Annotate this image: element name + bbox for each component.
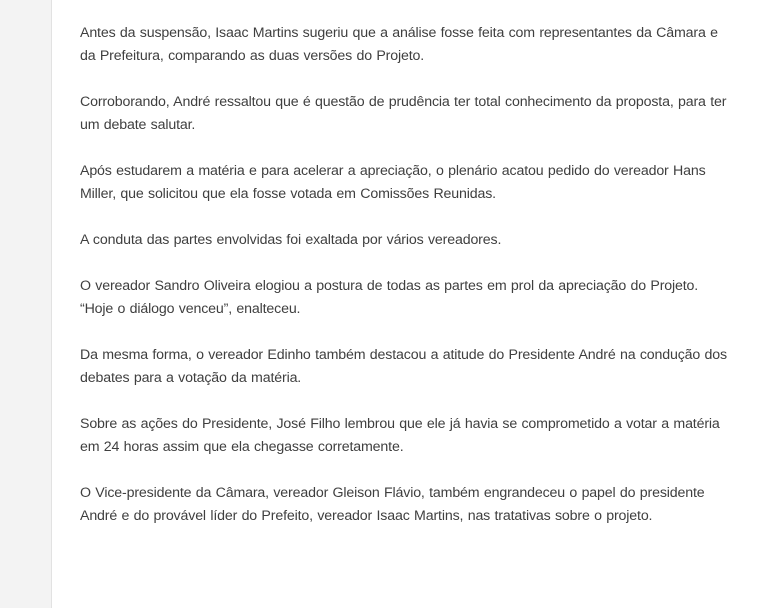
- paragraph-2: Corroborando, André ressaltou que é questão de prudência ter total conhecimento da proposta, para ter um debate salutar.: [80, 94, 727, 133]
- paragraph-6: Da mesma forma, o vereador Edinho também destacou a atitude do Presidente André na condução dos debates para a votação da matéria.: [80, 347, 727, 386]
- paragraph-5: O vereador Sandro Oliveira elogiou a postura de todas as partes em prol da apreciação do Projeto. “Hoje o diálogo venceu”, enalteceu.: [80, 278, 699, 317]
- paragraph-1: Antes da suspensão, Isaac Martins sugeriu que a análise fosse feita com representantes da Câmara e da Prefeitura, comparando as duas versões do Projeto.: [80, 25, 718, 64]
- article-body: [80, 22, 732, 551]
- paragraph-4: A conduta das partes envolvidas foi exaltada por vários vereadores.: [80, 232, 502, 248]
- article-container: [51, 0, 757, 608]
- paragraph-8: O Vice-presidente da Câmara, vereador Gleison Flávio, também engrandeceu o papel do presidente André e do provável líder do Prefeito, vereador Isaac Martins, nas tratativas sobre o projeto.: [80, 485, 705, 524]
- paragraph-3: Após estudarem a matéria e para acelerar a apreciação, o plenário acatou pedido do vereador Hans Miller, que solicitou que ela fosse votada em Comissões Reunidas.: [80, 163, 706, 202]
- paragraph-7: Sobre as ações do Presidente, José Filho lembrou que ele já havia se comprometido a votar a matéria em 24 horas assim que ela chegasse corretamente.: [80, 416, 720, 455]
